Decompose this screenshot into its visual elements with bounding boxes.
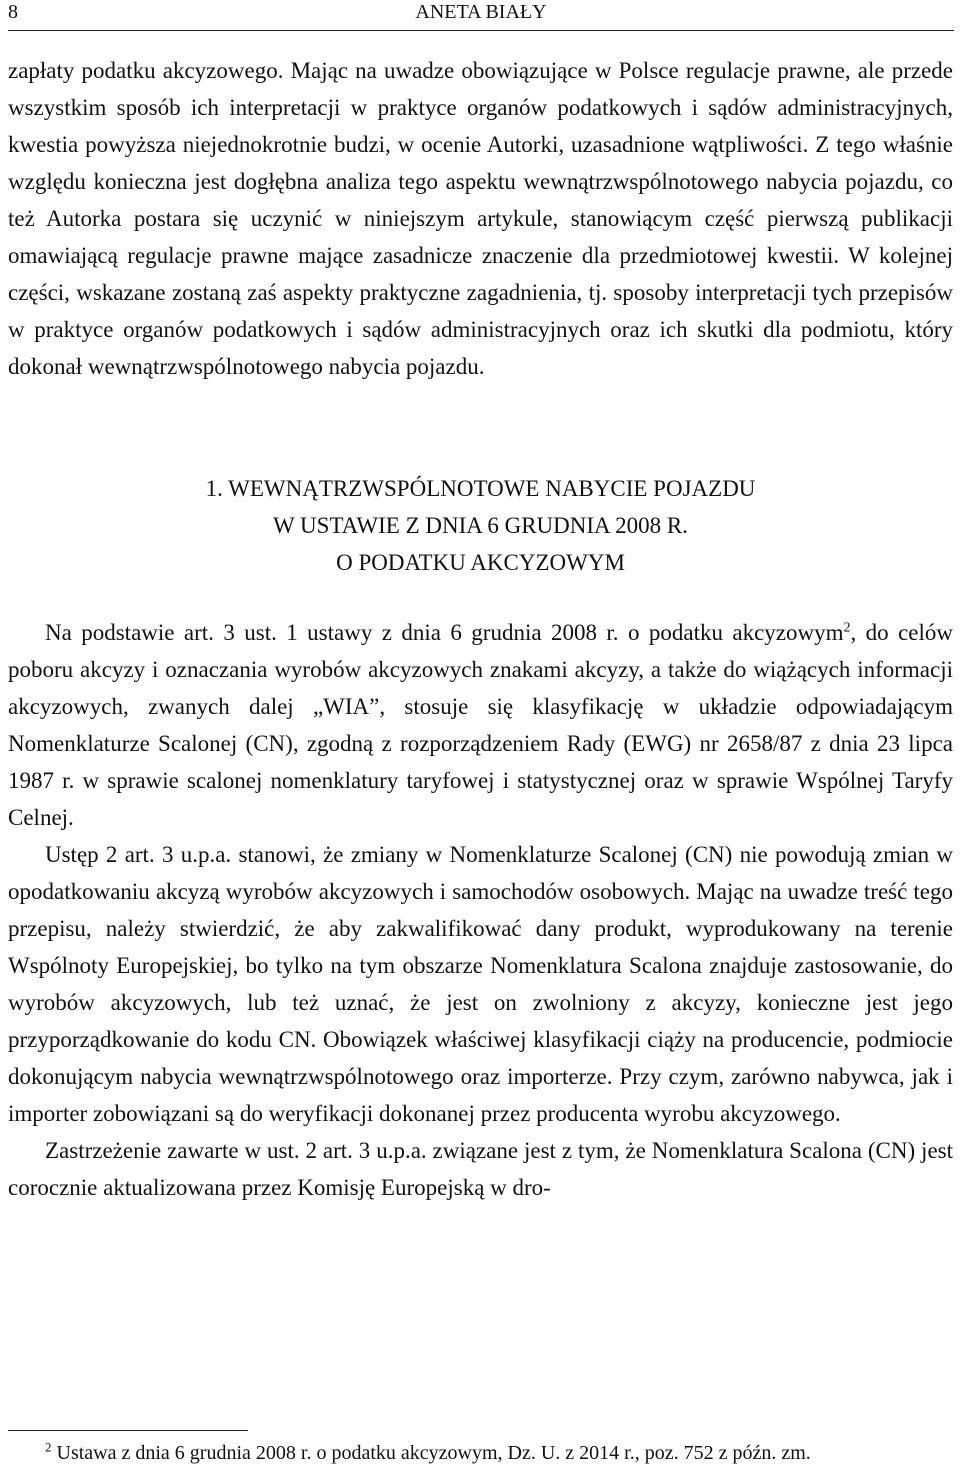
intro-paragraph: zapłaty podatku akcyzowego. Mając na uwadze obowiązujące w Polsce regulacje prawne, ale przede wszystkim sposób ich interpretacji w praktyce organów podatkowych i sądów administracyjnych, kwestia powyższa niejednokrotnie budzi, w ocenie Autorki, uzasadnione wątpliwości. Z tego właśnie względu konieczna jest dogłębna analiza tego aspektu wewnątrzwspólnotowego nabycia pojazdu, co też Autorka postara się uczynić w niniejszym artykule, stanowiącym część pierwszą publikacji omawiającą regulacje prawne mające zasadnicze znaczenie dla przedmiotowej kwestii. W kolejnej części, wskazane zostaną zaś aspekty praktyczne zagadnienia, tj. sposoby interpretacji tych przepisów w praktyce organów podatkowych i sądów administracyjnych oraz ich skutki dla podmiotu, który dokonał wewnątrzwspólnotowego nabycia pojazdu. <box>8 58 953 379</box>
page-header <box>8 0 954 31</box>
paragraph-text-cont: , do celów poboru akcyzy i oznaczania wyrobów akcyzowych znakami akcyzy, a także do wiążących informacji akcyzowych, zwanych dalej „WIA”, stosuje się klasyfikację w układzie odpowiadającym Nomenklaturze Scalonej (CN), zgodną z rozporządzeniem Rady (EWG) nr 2658/87 z dnia 23 lipca 1987 r. w sprawie scalonej nomenklatury taryfowej i statystycznej oraz w sprawie Wspólnej Taryfy Celnej. <box>8 620 953 830</box>
footnote-reference: 2 <box>843 620 851 636</box>
page-number: 8 <box>8 1 18 23</box>
section-heading-line-1: 1. WEWNĄTRZWSPÓLNOTOWE NABYCIE POJAZDU <box>205 476 756 501</box>
section-heading-line-3: O PODATKU AKCYZOWYM <box>336 550 625 575</box>
footnote-text: Ustawa z dnia 6 grudnia 2008 r. o podatku akcyzowym, Dz. U. z 2014 r., poz. 752 z późn. zm. <box>51 1442 811 1464</box>
footnote-marker: 2 <box>45 1439 52 1455</box>
footnote <box>8 1440 953 1466</box>
running-title: ANETA BIAŁY <box>415 1 547 23</box>
main-text <box>8 52 953 1206</box>
section-heading <box>8 470 953 581</box>
paragraph-text: Na podstawie art. 3 ust. 1 ustawy z dnia 6 grudnia 2008 r. o podatku akcyzowym <box>45 620 844 645</box>
paragraph-art3-ust1 <box>8 614 953 836</box>
section-heading-line-2: W USTAWIE Z DNIA 6 GRUDNIA 2008 R. <box>273 513 688 538</box>
paragraph-zastrzezenie: Zastrzeżenie zawarte w ust. 2 art. 3 u.p.a. związane jest z tym, że Nomenklatura Scalona (CN) jest corocznie aktualizowana przez Komisję Europejską w dro- <box>8 1138 953 1200</box>
footnote-separator <box>8 1430 248 1431</box>
paragraph-art3-ust2: Ustęp 2 art. 3 u.p.a. stanowi, że zmiany w Nomenklaturze Scalonej (CN) nie powodują zmian w opodatkowaniu akcyzą wyrobów akcyzowych i samochodów osobowych. Mając na uwadze treść tego przepisu, należy stwierdzić, że aby zakwalifikować dany produkt, wyprodukowany na terenie Wspólnoty Europejskiej, bo tylko na tym obszarze Nomenklatura Scalona znajduje zastosowanie, do wyrobów akcyzowych, lub też uznać, że jest on zwolniony z akcyzy, konieczne jest jego przyporządkowanie do kodu CN. Obowiązek właściwej klasyfikacji ciąży na producencie, podmiocie dokonującym nabycia wewnątrzwspólnotowego oraz importerze. Przy czym, zarówno nabywca, jak i importer zobowiązani są do weryfikacji dokonanej przez producenta wyrobu akcyzowego. <box>8 842 953 1126</box>
